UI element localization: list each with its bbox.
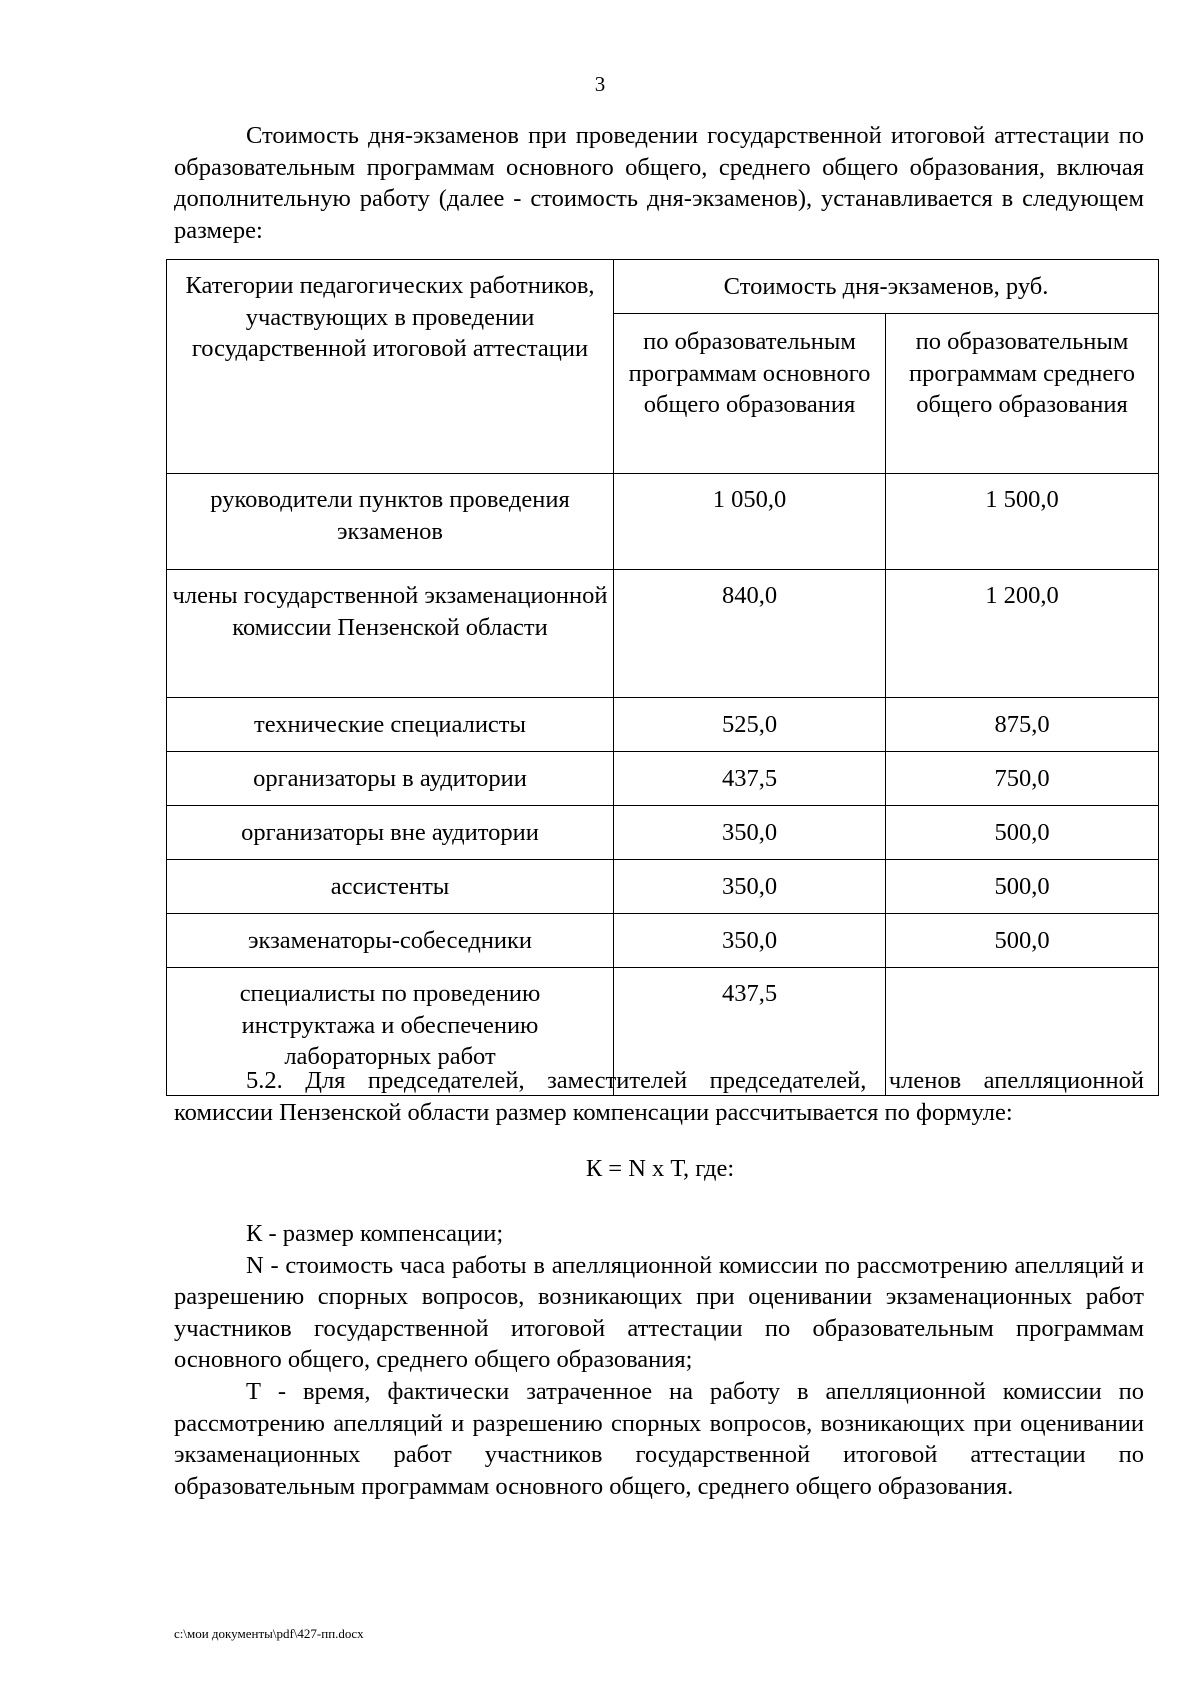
row-secondary-value: 1 200,0 — [886, 570, 1159, 698]
header-secondary: по образовательным программам среднего общего образования — [886, 314, 1159, 474]
formula: К = N х Т, где: — [585, 1155, 735, 1182]
page-number: 3 — [594, 72, 606, 96]
header-cost: Стоимость дня-экзаменов, руб. — [614, 260, 1159, 314]
row-category: ассистенты — [167, 860, 614, 914]
row-basic-value: 437,5 — [614, 968, 886, 1096]
header-basic: по образовательным программам основного общего образования — [614, 314, 886, 474]
definitions — [174, 1218, 1144, 1502]
row-basic-value: 350,0 — [614, 860, 886, 914]
row-category: организаторы в аудитории — [167, 752, 614, 806]
header-category: Категории педагогических работников, участвующих в проведении государственной итоговой аттестации — [167, 260, 614, 474]
definition-k: К - размер компенсации; — [246, 1220, 504, 1247]
row-secondary-value: 750,0 — [886, 752, 1159, 806]
row-basic-value: 840,0 — [614, 570, 886, 698]
row-basic-value: 350,0 — [614, 806, 886, 860]
row-basic-value: 437,5 — [614, 752, 886, 806]
row-category: организаторы вне аудитории — [167, 806, 614, 860]
row-category: специалисты по проведению инструктажа и обеспечению лабораторных работ — [167, 968, 614, 1096]
table-row — [167, 570, 1159, 698]
row-category: члены государственной экзаменационной комиссии Пензенской области — [167, 570, 614, 698]
row-basic-value: 1 050,0 — [614, 474, 886, 570]
row-secondary-value: 500,0 — [886, 860, 1159, 914]
table-row — [167, 752, 1159, 806]
row-category: экзаменаторы-собеседники — [167, 914, 614, 968]
row-basic-value: 525,0 — [614, 698, 886, 752]
intro-section — [174, 120, 1144, 246]
row-category: руководители пунктов проведения экзаменов — [167, 474, 614, 570]
rates-table — [166, 259, 1159, 1096]
row-category: технические специалисты — [167, 698, 614, 752]
table-header-row — [167, 260, 1159, 314]
footer-file-path: c:\мои документы\pdf\427-пп.docx — [174, 1626, 364, 1641]
definition-t: Т - время, фактически затраченное на работу в апелляционной комиссии по рассмотрению апелляций и разрешению спорных вопросов, возникающих при оценивании экзаменационных работ участников государственной итоговой аттестации по образовательным программам основного общего, среднего общего образования. — [174, 1377, 1144, 1500]
row-secondary-value: 500,0 — [886, 914, 1159, 968]
row-secondary-value: 1 500,0 — [886, 474, 1159, 570]
table-row — [167, 860, 1159, 914]
row-basic-value: 350,0 — [614, 914, 886, 968]
row-secondary-value: 500,0 — [886, 806, 1159, 860]
table-row — [167, 474, 1159, 570]
row-secondary-value: 875,0 — [886, 698, 1159, 752]
intro-paragraph: Стоимость дня-экзаменов при проведении государственной итоговой аттестации по образовательным программам основного общего, среднего общего образования, включая дополнительную работу (далее - стоимость дня-экзаменов), устанавливается в следующем размере: — [174, 122, 1144, 244]
definition-n: N - стоимость часа работы в апелляционной комиссии по рассмотрению апелляций и разрешению спорных вопросов, возникающих при оценивании экзаменационных работ участников государственной итоговой аттестации по образовательным программам основного общего, среднего общего образования; — [174, 1251, 1144, 1374]
table-row — [167, 698, 1159, 752]
table-row — [167, 806, 1159, 860]
section-5-2 — [174, 1065, 1144, 1128]
section-5-2-paragraph: 5.2. Для председателей, заместителей председателей, членов апелляционной комиссии Пензенской области размер компенсации рассчитывается по формуле: — [174, 1067, 1144, 1126]
table-row — [167, 914, 1159, 968]
